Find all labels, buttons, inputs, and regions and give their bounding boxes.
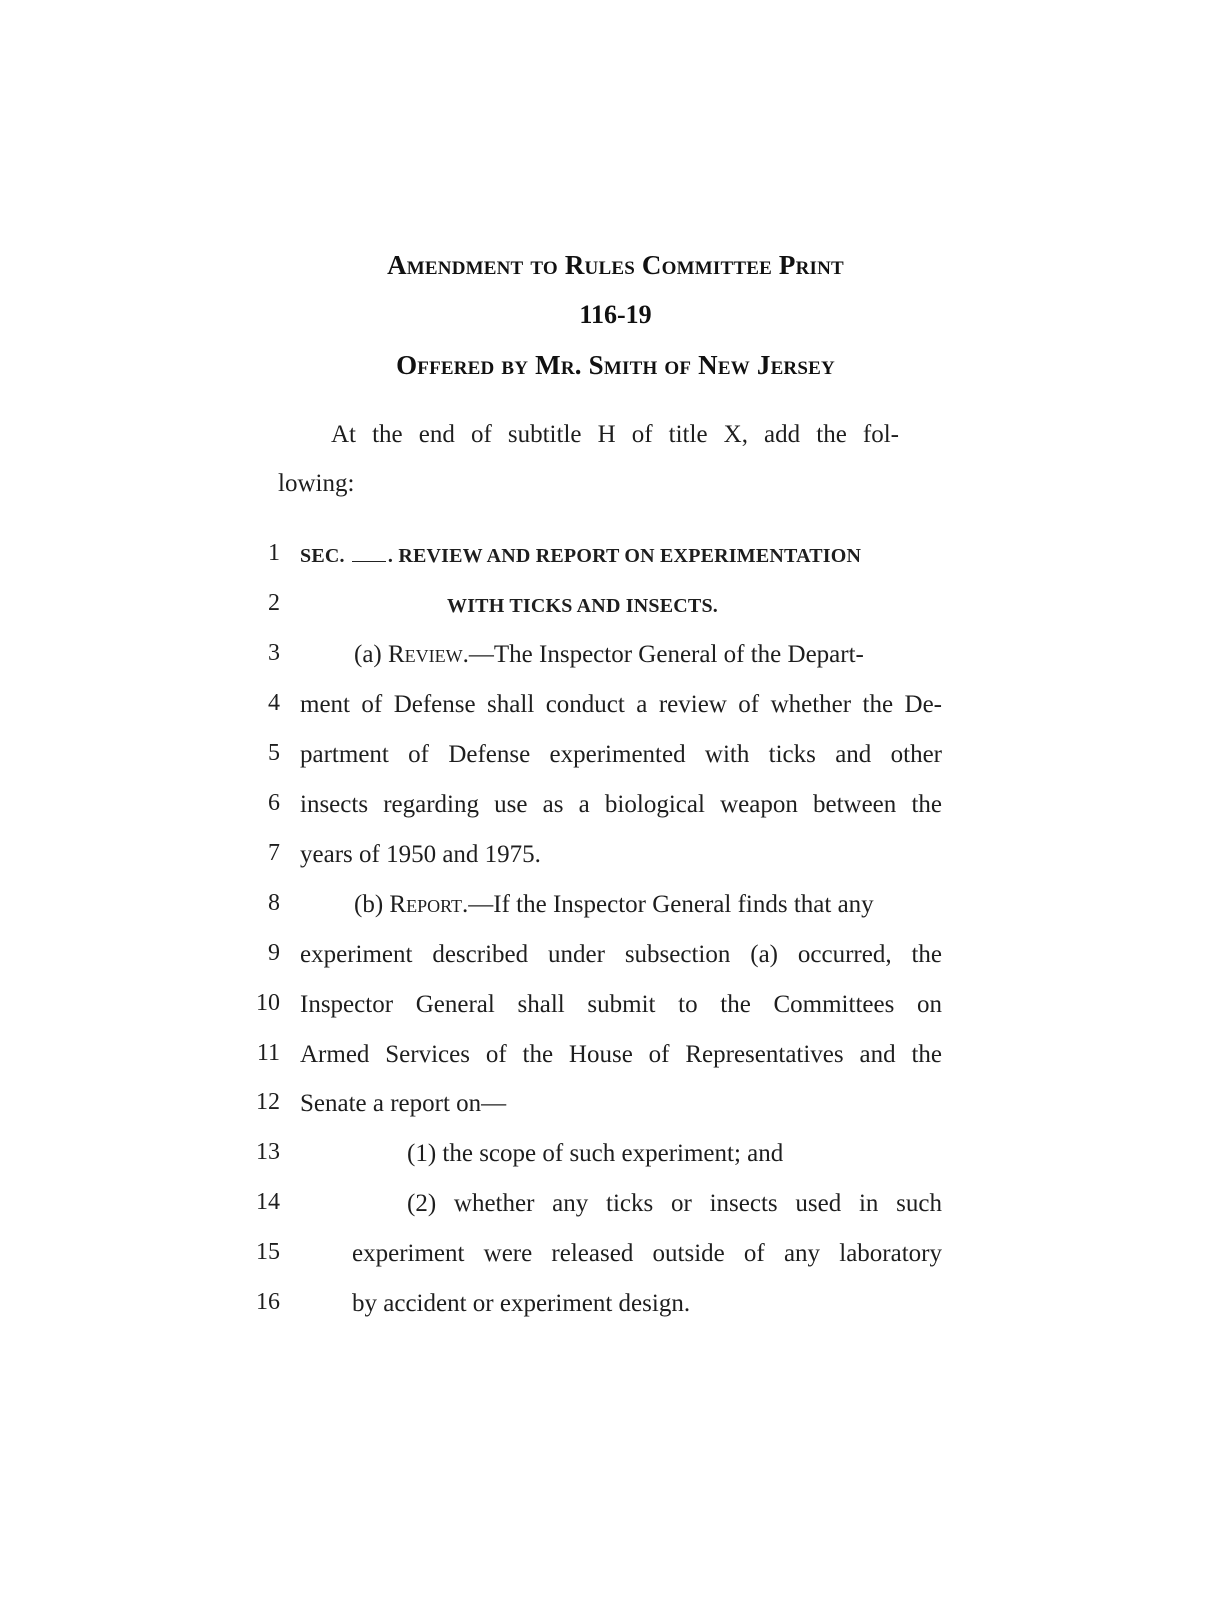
section-number-blank — [352, 547, 386, 562]
body-text-line: insects regarding use as a biological weapon between the — [300, 791, 942, 818]
line-number: 14 — [256, 1189, 280, 1215]
paragraph-2-line: experiment were released outside of any laboratory — [352, 1240, 942, 1267]
subsection-heading: Review — [388, 641, 463, 668]
subsection-a-line — [354, 641, 864, 669]
line-number: 9 — [268, 940, 280, 966]
offered-by: Offered by Mr. Smith of New Jersey — [396, 350, 835, 380]
body-text-line: Inspector General shall submit to the Committees on — [300, 991, 942, 1018]
body-text-line: years of 1950 and 1975. — [300, 841, 541, 868]
print-number: 116-19 — [579, 300, 652, 329]
line-number: 4 — [268, 690, 280, 716]
sec-label: SEC. — [300, 545, 345, 567]
line-number: 10 — [256, 990, 280, 1016]
line-number: 1 — [268, 540, 280, 566]
amendment-title: Amendment to Rules Committee Print — [387, 250, 844, 280]
sec-title: . REVIEW AND REPORT ON EXPERIMENTATION — [387, 545, 862, 567]
body-text-line: Senate a report on— — [300, 1090, 507, 1117]
instruction-line-2: lowing: — [278, 470, 355, 497]
line-number: 16 — [256, 1289, 280, 1315]
line-number: 6 — [268, 790, 280, 816]
subsection-text: .—The Inspector General of the Depart- — [462, 641, 864, 668]
section-heading-line-2: WITH TICKS AND INSECTS. — [447, 595, 718, 617]
line-number: 3 — [268, 640, 280, 666]
instruction-line-1: At the end of subtitle H of title X, add the fol- — [331, 421, 899, 448]
body-text-line: ment of Defense shall conduct a review of whether the De- — [300, 691, 942, 718]
line-number: 5 — [268, 740, 280, 766]
body-text-line: experiment described under subsection (a) occurred, the — [300, 941, 942, 968]
subsection-text: .—If the Inspector General finds that any — [462, 891, 874, 918]
subsection-b-line — [354, 891, 874, 919]
subsection-label: (b) — [354, 891, 390, 918]
section-heading-line-1 — [300, 545, 942, 568]
line-number: 11 — [256, 1040, 280, 1066]
paragraph-2-line: by accident or experiment design. — [352, 1290, 691, 1317]
paragraph-2-line: (2) whether any ticks or insects used in such — [407, 1190, 942, 1217]
line-number: 15 — [256, 1239, 280, 1265]
body-text-line: partment of Defense experimented with ticks and other — [300, 741, 942, 768]
line-number: 2 — [268, 590, 280, 616]
subsection-heading: Report — [389, 891, 463, 918]
body-text-line: Armed Services of the House of Representatives and the — [300, 1041, 942, 1068]
line-number: 12 — [256, 1089, 280, 1115]
subsection-label: (a) — [354, 641, 388, 668]
line-number: 7 — [268, 840, 280, 866]
line-number: 8 — [268, 890, 280, 916]
paragraph-1-line: (1) the scope of such experiment; and — [407, 1140, 784, 1167]
line-number: 13 — [256, 1139, 280, 1165]
